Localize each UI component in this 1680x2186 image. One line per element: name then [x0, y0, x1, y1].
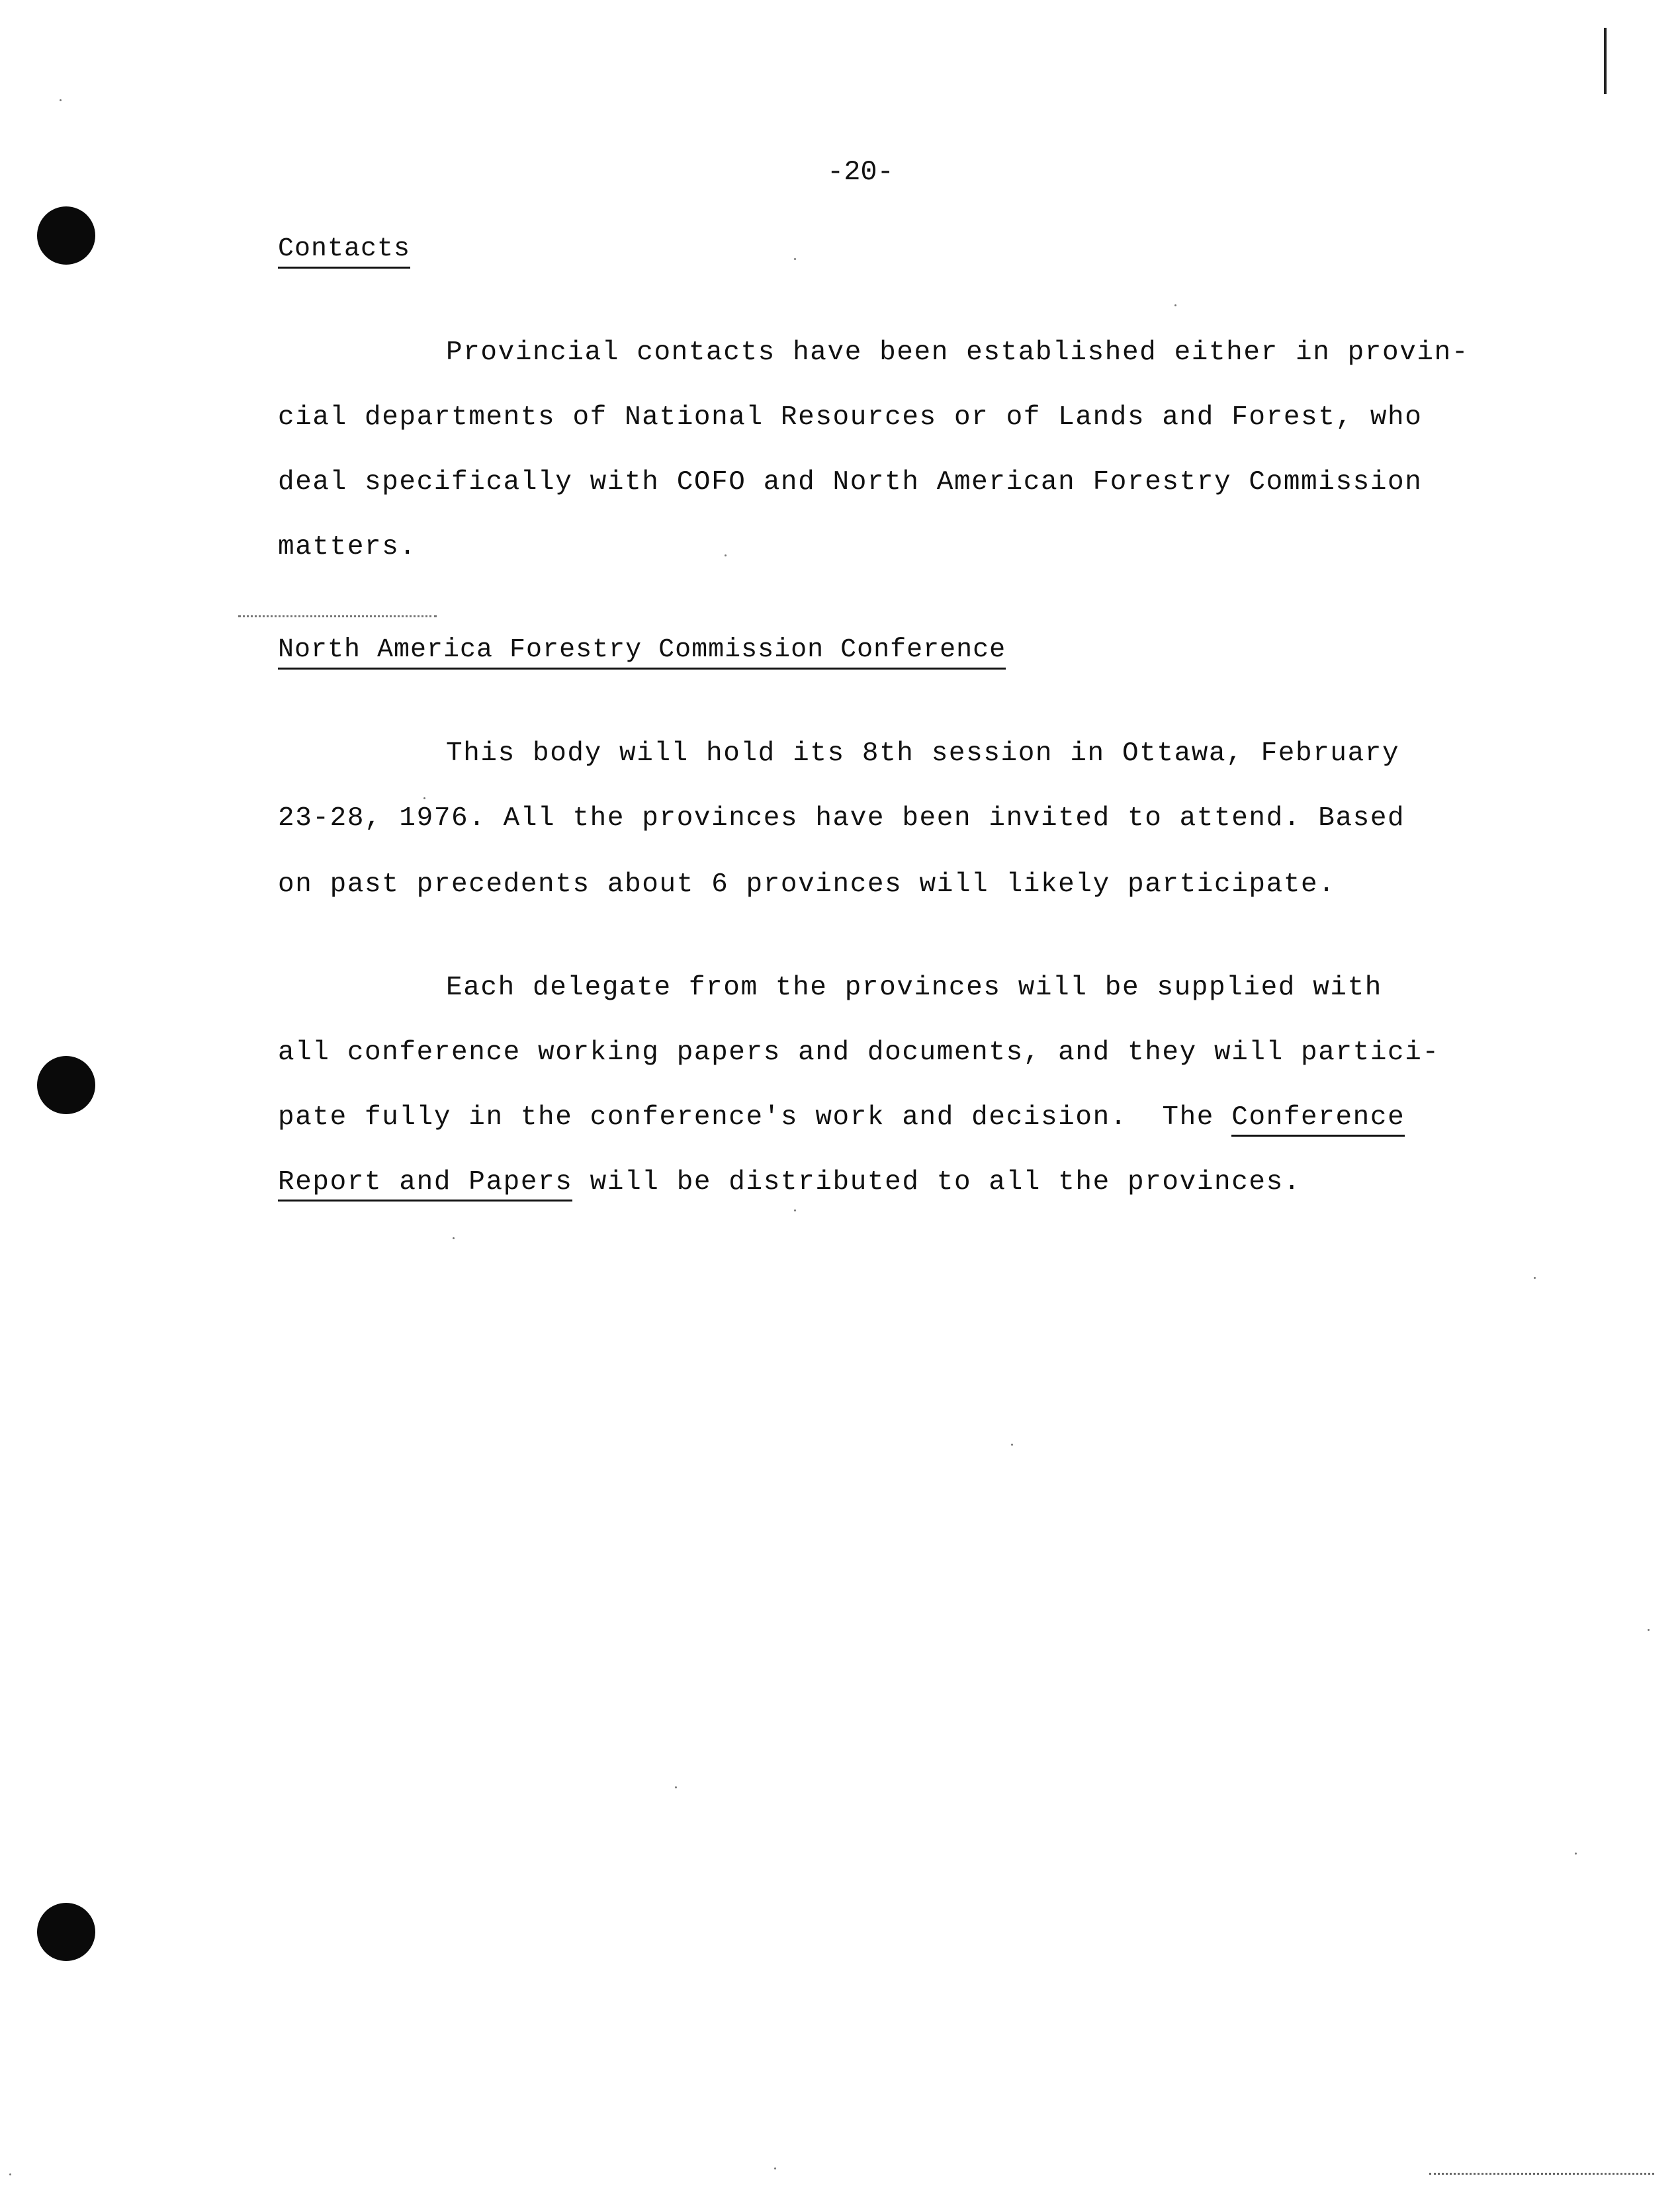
scan-artifact-bottom: [1429, 2173, 1654, 2177]
punch-hole-top: [37, 206, 95, 265]
section-heading-contacts: Contacts: [278, 234, 410, 269]
scan-speck: [60, 99, 62, 101]
page-number: -20-: [827, 156, 894, 188]
scan-speck: [725, 554, 727, 556]
scan-speck: [453, 1237, 455, 1239]
scan-speck: [774, 2167, 776, 2169]
scan-speck: [1648, 1629, 1650, 1631]
punch-hole-bottom: [37, 1903, 95, 1961]
section-heading-nafc: North America Forestry Commission Conference: [278, 635, 1006, 670]
scan-speck: [1011, 1444, 1013, 1446]
paragraph-text: pate fully in the conference's work and decision. The: [278, 1102, 1232, 1133]
paragraph-line: Provincial contacts have been established either in provin-: [446, 337, 1470, 368]
scan-speck: [1575, 1853, 1577, 1855]
margin-mark: [1604, 28, 1607, 94]
scan-artifact: [238, 615, 437, 620]
scan-speck: [1174, 304, 1176, 306]
scan-speck: [9, 2173, 11, 2175]
scan-speck: [1534, 1277, 1536, 1279]
scan-speck: [794, 258, 796, 260]
paragraph-line: cial departments of National Resources or of Lands and Forest, who: [278, 402, 1423, 433]
paragraph-line: [278, 1102, 1405, 1133]
paragraph-line: deal specifically with COFO and North American Forestry Commission: [278, 467, 1423, 498]
scan-speck: [675, 1786, 677, 1788]
paragraph-line: This body will hold its 8th session in Ottawa, February: [446, 738, 1400, 769]
paragraph-line: matters.: [278, 532, 417, 562]
punch-hole-middle: [37, 1056, 95, 1114]
scan-speck: [794, 1209, 796, 1211]
underlined-title-part: Report and Papers: [278, 1167, 572, 1202]
paragraph-line: all conference working papers and documents, and they will partici-: [278, 1037, 1440, 1068]
underlined-title-part: Conference: [1231, 1102, 1405, 1137]
paragraph-line: Each delegate from the provinces will be supplied with: [446, 973, 1383, 1003]
paragraph-line: 23-28, 1976. All the provinces have been invited to attend. Based: [278, 803, 1405, 834]
paragraph-line: [278, 1167, 1301, 1198]
paragraph-text: will be distributed to all the provinces.: [572, 1167, 1302, 1198]
paragraph-line: on past precedents about 6 provinces will likely participate.: [278, 869, 1336, 900]
scan-speck: [423, 797, 425, 799]
